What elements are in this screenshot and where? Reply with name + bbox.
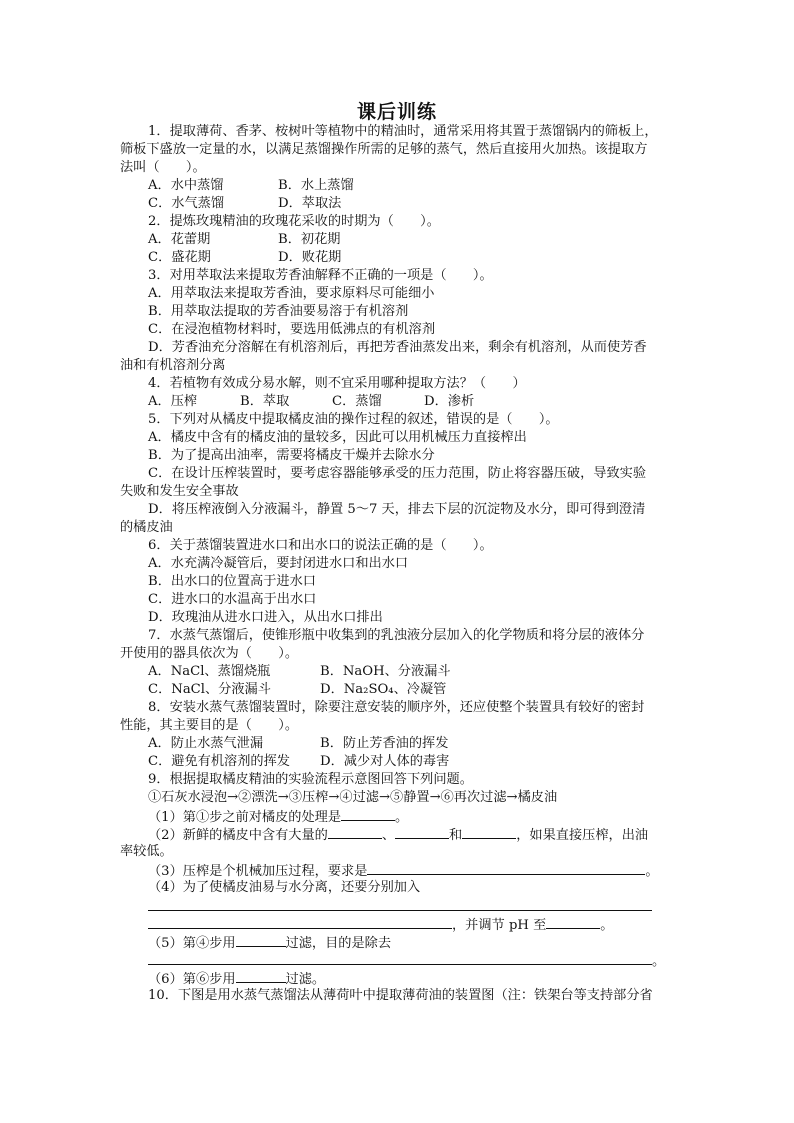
- q1-option-a: A．水中蒸馏: [148, 178, 224, 193]
- q9-part5-text-2: 过滤，目的是除去: [285, 936, 392, 951]
- q1-options-row: [120, 195, 680, 213]
- q9-part1-end: 。: [395, 810, 409, 825]
- q1-option-d: D．萃取法: [278, 196, 342, 211]
- q7-option-c: C．NaCl、分液漏斗: [148, 682, 271, 697]
- q10-stem: 10．下图是用水蒸气蒸馏法从薄荷叶中提取薄荷油的装置图（注：铁架台等支持部分省: [148, 988, 653, 1003]
- q9-part4-blank-line: [120, 897, 680, 915]
- q9-part3-end: 。: [645, 864, 659, 879]
- answer-blank[interactable]: [395, 825, 449, 839]
- q9-part2: [120, 825, 680, 843]
- q2-option-c: C．盛花期: [148, 250, 211, 265]
- worksheet-content: [120, 123, 680, 1005]
- q3-option-a: A．用萃取法来提取芳香油，要求原料尽可能细小: [148, 286, 435, 301]
- q8-options-row: [120, 753, 680, 771]
- q9-stem: 9．根据提取橘皮精油的实验流程示意图回答下列问题。: [148, 772, 473, 787]
- q9-part4-cont: [120, 915, 680, 933]
- answer-blank[interactable]: [236, 933, 286, 947]
- q5-stem: 5．下列对从橘皮中提取橘皮油的操作过程的叙述，错误的是（ ）。: [148, 412, 559, 427]
- answer-blank[interactable]: [328, 825, 382, 839]
- q1-options-row: [120, 177, 680, 195]
- q6-option-a: A．水充满冷凝管后，要封闭进水口和出水口: [148, 556, 409, 571]
- q5-option-c: C．在设计压榨装置时，要考虑容器能够承受的压力范围，防止将容器压破，导致实验: [148, 466, 647, 481]
- q6-option-b: B．出水口的位置高于进水口: [148, 574, 316, 589]
- q9-part5-end: 。: [652, 954, 666, 969]
- q9-part5-cont: [120, 951, 680, 969]
- q6-option-c: C．进水口的水温高于出水口: [148, 592, 317, 607]
- q8-options-row: [120, 735, 680, 753]
- q2-stem: 2．提炼玫瑰精油的玫瑰花采收的时期为（ ）。: [148, 214, 440, 229]
- q1-line: 1．提取薄荷、香茅、桉树叶等植物中的精油时，通常采用将其置于蒸馏锅内的筛板上，: [148, 124, 658, 139]
- q9-part4-end: 。: [600, 918, 614, 933]
- q1-line: 筛板下盛放一定量的水，以满足蒸馏操作所需的足够的蒸气，然后直接用火加热。该提取方: [120, 142, 648, 157]
- q9-part6-text: （6）第⑥步用: [148, 972, 236, 987]
- q4-option-d: D．渗析: [424, 394, 475, 409]
- q9-part5-text: （5）第④步用: [148, 936, 236, 951]
- q1-line: 法叫（ ）。: [120, 160, 206, 175]
- q9-part2-sep: 、: [381, 828, 396, 843]
- q7-line: 7．水蒸气蒸馏后，使锥形瓶中收集到的乳浊液分层加入的化学物质和将分层的液体分: [148, 628, 645, 643]
- q3-option-d: D．芳香油充分溶解在有机溶剂后，再把芳香油蒸发出来，剩余有机溶剂，从而使芳香: [148, 340, 647, 355]
- answer-blank[interactable]: [148, 915, 452, 929]
- answer-blank[interactable]: [236, 969, 286, 983]
- q9-part3: [120, 861, 680, 879]
- q9-part6-end: 过滤。: [285, 972, 326, 987]
- q7-option-d: D．Na₂SO₄、冷凝管: [320, 682, 447, 697]
- answer-blank[interactable]: [462, 825, 516, 839]
- q4-option-b: B．萃取: [240, 394, 290, 409]
- q7-options-row: [120, 663, 680, 681]
- q5-option-d-cont: 的橘皮油: [120, 520, 173, 535]
- q7-line: 开使用的器具依次为（ ）。: [120, 646, 299, 661]
- answer-blank[interactable]: [148, 897, 652, 911]
- q9-part2-rest: ，如果直接压榨，出油: [516, 828, 649, 843]
- q9-part5: [120, 933, 680, 951]
- q9-part2-and: 和: [449, 828, 463, 843]
- q4-option-a: A．压榨: [148, 394, 198, 409]
- q2-options-row: [120, 231, 680, 249]
- q2-options-row: [120, 249, 680, 267]
- q7-options-row: [120, 681, 680, 699]
- q5-option-b: B．为了提高出油率，需要将橘皮干燥并去除水分: [148, 448, 435, 463]
- q5-option-d: D．将压榨液倒入分液漏斗，静置 5～7 天，排去下层的沉淀物及水分，即可得到澄清: [148, 502, 646, 517]
- q1-option-c: C．水气蒸馏: [148, 196, 225, 211]
- page-title: 课后训练: [356, 101, 437, 123]
- q8-option-a: A．防止水蒸气泄漏: [148, 736, 264, 751]
- q5-option-a: A．橘皮中含有的橘皮油的量较多，因此可以用机械压力直接榨出: [148, 430, 527, 445]
- q7-option-b: B．NaOH、分液漏斗: [320, 664, 451, 679]
- q2-option-d: D．败花期: [278, 250, 342, 265]
- q3-option-c: C．在浸泡植物材料时，要选用低沸点的有机溶剂: [148, 322, 436, 337]
- q8-option-b: B．防止芳香油的挥发: [320, 736, 449, 751]
- q8-line: 8．安装水蒸气蒸馏装置时，除要注意安装的顺序外，还应使整个装置具有较好的密封: [148, 700, 645, 715]
- q6-option-d: D．玫瑰油从进水口进入，从出水口排出: [148, 610, 383, 625]
- q9-part1-text: （1）第①步之前对橘皮的处理是: [148, 810, 342, 825]
- q9-flow: ①石灰水浸泡→②漂洗→③压榨→④过滤→⑤静置→⑥再次过滤→橘皮油: [148, 790, 558, 805]
- q2-option-a: A．花蕾期: [148, 232, 211, 247]
- q3-stem: 3．对用萃取法来提取芳香油解释不正确的一项是（ ）。: [148, 268, 493, 283]
- q3-option-d-cont: 油和有机溶剂分离: [120, 358, 226, 373]
- answer-blank[interactable]: [341, 807, 395, 821]
- q4-stem: 4．若植物有效成分易水解，则不宜采用哪种提取方法？（ ）: [148, 376, 526, 391]
- answer-blank[interactable]: [367, 861, 645, 875]
- q9-part2-text: （2）新鲜的橘皮中含有大量的: [148, 828, 328, 843]
- q8-line: 性能，其主要目的是（ ）。: [120, 718, 299, 733]
- q9-part1: [120, 807, 680, 825]
- q3-option-b: B．用萃取法提取的芳香油要易溶于有机溶剂: [148, 304, 409, 319]
- q9-part2-cont: 率较低。: [120, 844, 173, 859]
- answer-blank[interactable]: [546, 915, 600, 929]
- q9-part6: [120, 969, 680, 987]
- q9-part4-ph-text: ，并调节 pH 至: [452, 918, 547, 933]
- q8-option-d: D．减少对人体的毒害: [320, 754, 450, 769]
- q1-option-b: B．水上蒸馏: [278, 178, 354, 193]
- q7-option-a: A．NaCl、蒸馏烧瓶: [148, 664, 271, 679]
- answer-blank[interactable]: [148, 951, 652, 965]
- q9-part4: （4）为了使橘皮油易与水分离，还要分别加入: [148, 880, 421, 895]
- q4-options-row: [120, 393, 680, 411]
- q9-part3-text: （3）压榨是个机械加压过程，要求是: [148, 864, 368, 879]
- q4-option-c: C．蒸馏: [332, 394, 382, 409]
- q8-option-c: C．避免有机溶剂的挥发: [148, 754, 290, 769]
- q5-option-c-cont: 失败和发生安全事故: [120, 484, 239, 499]
- q6-stem: 6．关于蒸馏装置进水口和出水口的说法正确的是（ ）。: [148, 538, 493, 553]
- q2-option-b: B．初花期: [278, 232, 341, 247]
